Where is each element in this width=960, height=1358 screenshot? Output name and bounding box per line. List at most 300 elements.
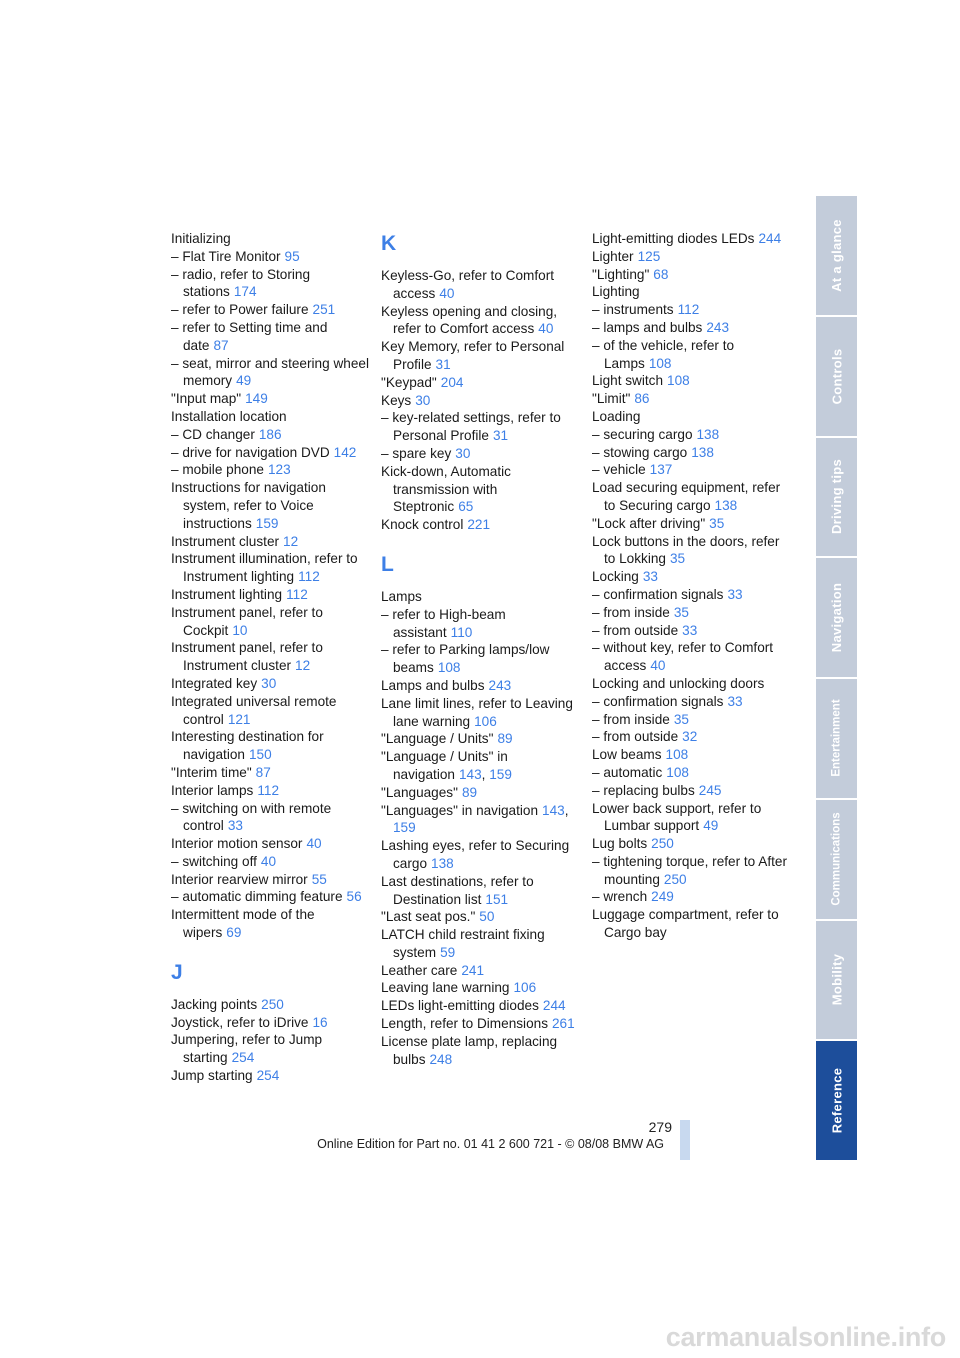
page-reference-link[interactable]: 174 — [233, 284, 257, 300]
index-entry-text: – automatic dimming feature — [171, 889, 343, 905]
index-entry — [592, 515, 792, 533]
index-entry-text: Instructions for navigation system, refer to Voice instructions — [171, 480, 326, 531]
index-entry-text: LEDs light-emitting diodes — [381, 998, 539, 1014]
index-entry-text: Length, refer to Dimensions — [381, 1016, 548, 1032]
page-reference-link[interactable]: 33 — [642, 569, 658, 585]
index-entry — [381, 267, 581, 303]
page-reference-link[interactable]: 55 — [311, 871, 327, 887]
page-reference-link[interactable]: 254 — [256, 1068, 280, 1084]
index-entry-text: Light switch — [592, 373, 664, 389]
index-entry-text: – tightening torque, refer to After mounting — [592, 853, 787, 887]
index-entry — [171, 996, 371, 1014]
index-entry-text: Lighting — [592, 284, 640, 300]
index-entry-text: "Keypad" — [381, 374, 437, 390]
index-entry-text: – instruments — [592, 302, 674, 318]
page-reference-link[interactable]: 56 — [346, 889, 362, 905]
page-reference-link[interactable]: 123 — [267, 462, 291, 478]
section-tab-at-a-glance[interactable] — [816, 196, 857, 315]
page-reference-link[interactable]: 35 — [709, 515, 725, 531]
page-reference-link[interactable]: 151 — [485, 891, 509, 907]
index-entry — [381, 979, 581, 997]
section-tab-entertainment[interactable] — [816, 679, 857, 798]
index-entry — [171, 550, 371, 586]
index-entry — [171, 888, 371, 906]
page-reference-link[interactable]: 108 — [665, 747, 689, 763]
index-entry-text: – of the vehicle, refer to Lamps — [592, 337, 735, 371]
index-entry — [171, 639, 371, 675]
page-reference-link[interactable]: 241 — [461, 962, 485, 978]
footer-marker-bar — [680, 1120, 690, 1160]
index-entry-text: – vehicle — [592, 462, 646, 478]
index-entry — [171, 1067, 371, 1085]
index-entry — [381, 677, 581, 695]
index-entry — [592, 337, 792, 373]
page-reference-link[interactable]: 33 — [682, 622, 698, 638]
page-reference-link[interactable]: 35 — [673, 711, 689, 727]
index-entry-text: Key Memory, refer to Personal Profile — [381, 339, 565, 372]
index-entry — [592, 888, 792, 906]
section-tab-reference[interactable] — [816, 1041, 857, 1160]
section-tab-mobility[interactable] — [816, 921, 857, 1040]
index-entry — [171, 408, 371, 426]
index-entry — [171, 906, 371, 942]
index-entry-text: Locking and unlocking doors — [592, 675, 765, 691]
index-entry — [171, 301, 371, 319]
index-entry — [381, 516, 581, 534]
index-entry-text: – wrench — [592, 889, 648, 905]
page-reference-link[interactable]: 159 — [393, 820, 416, 836]
page-reference-link[interactable]: 31 — [435, 356, 451, 372]
index-entry — [592, 390, 792, 408]
index-entry — [381, 997, 581, 1015]
index-entry — [381, 588, 581, 606]
index-entry — [592, 906, 792, 942]
page-reference-link[interactable]: 243 — [488, 677, 512, 693]
index-entry — [592, 586, 792, 604]
index-entry — [171, 1031, 371, 1067]
page-reference-link[interactable]: 49 — [236, 373, 252, 389]
index-entry-text: Interesting destination for navigation — [171, 729, 324, 763]
index-entry — [381, 1033, 581, 1069]
section-tab-controls[interactable] — [816, 317, 857, 436]
page-reference-link[interactable]: 87 — [213, 337, 229, 353]
page-reference-link[interactable]: 108 — [437, 660, 461, 676]
index-entry — [381, 748, 581, 784]
index-entry-text: – refer to Setting time and date — [171, 319, 328, 353]
index-entry-text: Keyless-Go, refer to Comfort access — [381, 268, 554, 301]
index-entry — [381, 641, 581, 677]
index-entry-text: Locking — [592, 569, 639, 585]
page-reference-separator: , — [481, 766, 490, 782]
index-entry — [171, 764, 371, 782]
index-entry — [171, 230, 371, 248]
section-tab-label: Mobility — [829, 954, 845, 1006]
index-entry — [171, 675, 371, 693]
index-entry — [381, 303, 581, 339]
index-entry-text: Interior motion sensor — [171, 836, 303, 852]
index-entry-text: Joystick, refer to iDrive — [171, 1014, 309, 1030]
index-entry-text: Instrument lighting — [171, 586, 283, 602]
page-reference-link[interactable]: 249 — [651, 889, 674, 905]
index-entry — [381, 374, 581, 392]
index-entry — [171, 461, 371, 479]
page-reference-link[interactable]: 138 — [691, 444, 714, 460]
index-entry-text: Lane limit lines, refer to Leaving lane warning — [381, 695, 573, 729]
page-reference-link[interactable]: 10 — [232, 622, 248, 638]
index-entry-text: – automatic — [592, 764, 663, 780]
section-tab-label: Driving tips — [829, 459, 845, 535]
index-entry-text: – confirmation signals — [592, 586, 724, 602]
page-reference-separator: , — [564, 802, 569, 818]
index-entry — [381, 730, 581, 748]
index-entry — [592, 408, 792, 426]
page-reference-link[interactable]: 159 — [255, 515, 279, 531]
page-reference-link[interactable]: 86 — [634, 391, 650, 407]
page-reference-link[interactable]: 40 — [538, 321, 554, 337]
index-entry — [592, 568, 792, 586]
index-entry — [171, 853, 371, 871]
index-entry-text: Lighter — [592, 248, 634, 264]
page-reference-link[interactable]: 138 — [696, 426, 720, 442]
index-entry-text: Instrument illumination, refer to Instrument lighting — [171, 551, 358, 585]
index-entry — [592, 675, 792, 693]
index-entry — [592, 693, 792, 711]
page-reference-link[interactable]: 33 — [727, 693, 743, 709]
index-entry-text: Lug bolts — [592, 836, 648, 852]
index-entry-text: – refer to High-beam assistant — [381, 606, 506, 640]
index-entry-text: "Languages" in navigation — [381, 802, 539, 818]
index-entry-text: Light-emitting diodes LEDs — [592, 231, 755, 246]
page-reference-link[interactable]: 261 — [552, 1016, 575, 1032]
page-reference-link[interactable]: 35 — [673, 604, 689, 620]
page-reference-link[interactable]: 69 — [226, 925, 242, 941]
index-entry — [171, 871, 371, 889]
page-reference-link[interactable]: 33 — [227, 818, 243, 834]
index-entry-text: – lamps and bulbs — [592, 319, 703, 335]
page-reference-link[interactable]: 40 — [439, 285, 455, 301]
section-tab-label: Communications — [830, 812, 843, 906]
index-entry — [171, 782, 371, 800]
page-reference-link[interactable]: 250 — [663, 871, 687, 887]
page-reference-link[interactable]: 186 — [258, 426, 282, 442]
index-entry — [381, 409, 581, 445]
index-entry — [592, 853, 792, 889]
page-reference-link[interactable]: 89 — [461, 784, 478, 800]
index-entry-text: Jumpering, refer to Jump starting — [171, 1032, 323, 1066]
page-reference-link[interactable]: 40 — [260, 853, 277, 869]
page-reference-link[interactable]: 143 — [458, 766, 482, 782]
index-letter-heading: J — [171, 960, 183, 984]
page-reference-link[interactable]: 65 — [458, 499, 474, 515]
page-reference-link[interactable]: 138 — [714, 497, 738, 513]
index-entry-text: Jacking points — [171, 996, 258, 1012]
index-entry — [381, 606, 581, 642]
section-tab-label: Reference — [829, 1067, 845, 1134]
page-reference-link[interactable]: 245 — [698, 782, 722, 798]
index-entry-text: Instrument panel, refer to Cockpit — [171, 604, 323, 638]
index-entry — [171, 355, 371, 391]
index-entry-text: – key-related settings, refer to Personal Profile — [381, 410, 561, 444]
section-tab-bar — [816, 196, 857, 1160]
index-entry — [592, 372, 792, 390]
index-entry-text: – Flat Tire Monitor — [171, 248, 281, 264]
index-entry-text: "Language / Units" in navigation — [381, 749, 508, 782]
page-reference-link[interactable]: 112 — [298, 569, 320, 585]
page-reference-link[interactable]: 87 — [255, 764, 271, 780]
index-entry — [381, 962, 581, 980]
page-reference-link[interactable]: 143 — [542, 802, 565, 818]
page-reference-link[interactable]: 149 — [245, 391, 268, 407]
index-entry — [171, 835, 371, 853]
index-entry-text: Luggage compartment, refer to Cargo bay — [592, 907, 779, 941]
page-reference-link[interactable]: 108 — [648, 355, 672, 371]
index-entry-text: Last destinations, refer to Destination list — [381, 873, 534, 907]
index-entry — [171, 693, 371, 729]
index-entry-text: Lamps — [381, 588, 422, 604]
page-reference-link[interactable]: 137 — [649, 462, 673, 478]
index-entry — [592, 800, 792, 836]
index-entry-text: – from outside — [592, 622, 679, 638]
index-entry-text: Installation location — [171, 408, 287, 424]
index-entry-text: – stowing cargo — [592, 444, 688, 460]
index-entry-text: Lower back support, refer to Lumbar support — [592, 800, 762, 834]
index-entry — [592, 604, 792, 622]
index-entry-text: "Lighting" — [592, 266, 650, 282]
index-entry — [592, 764, 792, 782]
section-tab-communications[interactable] — [816, 800, 857, 919]
index-entry — [171, 266, 371, 302]
index-column-3 — [592, 230, 792, 942]
index-entry — [381, 445, 581, 463]
index-entry — [592, 248, 792, 266]
index-column-2 — [381, 230, 581, 1068]
page-number: 279 — [648, 1119, 672, 1135]
section-tab-label: Navigation — [829, 582, 844, 653]
index-entry-text: – refer to Power failure — [171, 302, 309, 318]
index-entry — [381, 463, 581, 516]
page-reference-link[interactable]: 30 — [455, 445, 471, 461]
index-entry — [171, 444, 371, 462]
page-reference-link[interactable]: 30 — [261, 675, 277, 691]
index-entry — [381, 873, 581, 909]
index-letter-heading: K — [381, 232, 397, 255]
index-entry-text: Lamps and bulbs — [381, 677, 485, 693]
index-entry — [171, 319, 371, 355]
index-entry — [381, 1015, 581, 1033]
index-entry — [171, 426, 371, 444]
index-entry-text: Lashing eyes, refer to Securing cargo — [381, 838, 570, 871]
index-letter-heading: L — [381, 552, 394, 576]
index-entry-text: – refer to Parking lamps/low beams — [381, 642, 550, 676]
index-entry — [592, 533, 792, 569]
page-reference-link[interactable]: 95 — [284, 248, 300, 264]
index-entry — [171, 800, 371, 836]
index-entry-text: Leather care — [381, 962, 458, 978]
index-entry — [171, 1014, 371, 1032]
page-reference-link[interactable]: 250 — [651, 836, 674, 852]
index-entry — [592, 622, 792, 640]
page-reference-link[interactable]: 138 — [431, 855, 454, 871]
index-entry — [171, 479, 371, 532]
index-entry-text: Keys — [381, 392, 412, 408]
index-entry-text: – from inside — [592, 711, 670, 727]
index-entry — [592, 230, 792, 248]
index-entry-text: "Lock after driving" — [592, 515, 706, 531]
index-entry-text: Jump starting — [171, 1068, 253, 1084]
index-entry — [592, 782, 792, 800]
index-entry-text: Knock control — [381, 517, 464, 533]
index-entry — [592, 461, 792, 479]
index-entry-text: Instrument panel, refer to Instrument cluster — [171, 640, 323, 674]
page-reference-link[interactable]: 112 — [257, 782, 280, 798]
index-entry-text: "Limit" — [592, 391, 631, 407]
page-reference-link[interactable]: 40 — [650, 658, 666, 674]
page-reference-link[interactable]: 106 — [513, 980, 537, 996]
index-entry — [381, 926, 581, 962]
page-reference-link[interactable]: 68 — [653, 266, 669, 282]
page-reference-link[interactable]: 150 — [248, 747, 272, 763]
index-entry-text: – securing cargo — [592, 426, 693, 442]
page-reference-link[interactable]: 35 — [669, 551, 686, 567]
section-tab-driving-tips[interactable] — [816, 438, 857, 557]
page-reference-link[interactable]: 243 — [706, 319, 730, 335]
page-reference-link[interactable]: 251 — [312, 302, 336, 318]
watermark: carmanualsonline.info — [665, 1322, 946, 1352]
index-entry — [592, 711, 792, 729]
page-reference-link[interactable]: 244 — [542, 998, 566, 1014]
index-entry-text: Interior rearview mirror — [171, 871, 308, 887]
index-entry — [171, 586, 371, 604]
page-reference-link[interactable]: 125 — [637, 248, 661, 264]
index-entry — [592, 426, 792, 444]
index-entry-text: – spare key — [381, 445, 452, 461]
index-entry-text: – drive for navigation DVD — [171, 444, 330, 460]
page-reference-link[interactable]: 59 — [440, 944, 456, 960]
index-entry — [592, 479, 792, 515]
index-entry — [592, 283, 792, 301]
index-entry-text: – seat, mirror and steering wheel memory — [171, 355, 369, 389]
index-entry — [381, 695, 581, 731]
index-entry — [381, 784, 581, 802]
index-entry-text: – replacing bulbs — [592, 782, 695, 798]
index-entry-text: "Input map" — [171, 391, 242, 407]
index-entry-text: "Last seat pos." — [381, 909, 476, 925]
index-entry-text: – radio, refer to Storing stations — [171, 266, 311, 300]
page-reference-link[interactable]: 108 — [666, 764, 689, 780]
page-reference-link[interactable]: 112 — [677, 302, 700, 318]
index-entry-text: Interior lamps — [171, 782, 254, 798]
page-reference-link[interactable]: 12 — [283, 533, 299, 549]
page-reference-link[interactable]: 248 — [429, 1051, 453, 1067]
index-entry — [381, 908, 581, 926]
index-entry-text: – from outside — [592, 729, 679, 745]
page-reference-link[interactable]: 30 — [415, 392, 431, 408]
index-entry-text: Leaving lane warning — [381, 980, 510, 996]
index-entry-text: "Interim time" — [171, 764, 252, 780]
index-entry — [592, 728, 792, 746]
index-entry-text: "Language / Units" — [381, 731, 494, 747]
index-entry — [592, 266, 792, 284]
section-tab-label: Entertainment — [830, 699, 843, 778]
index-entry-text: Low beams — [592, 747, 662, 763]
page-reference-link[interactable]: 12 — [295, 658, 311, 674]
page-reference-link[interactable]: 112 — [286, 586, 308, 602]
index-column-1 — [171, 230, 371, 1085]
page-reference-link[interactable]: 221 — [467, 517, 491, 533]
index-entry — [171, 533, 371, 551]
page-reference-link[interactable]: 106 — [474, 713, 497, 729]
index-entry — [381, 338, 581, 374]
index-entry-text: Instrument cluster — [171, 533, 280, 549]
index-entry — [592, 835, 792, 853]
index-entry-text: Intermittent mode of the wipers — [171, 907, 315, 941]
index-entry-text: Initializing — [171, 231, 231, 246]
index-entry — [381, 392, 581, 410]
page-reference-link[interactable]: 49 — [703, 818, 719, 834]
index-entry — [171, 390, 371, 408]
page-reference-link[interactable]: 108 — [667, 373, 690, 389]
section-tab-label: Controls — [829, 348, 844, 405]
page-reference-link[interactable]: 254 — [231, 1050, 255, 1066]
index-entry — [171, 604, 371, 640]
index-entry-text: Keyless opening and closing, refer to Comfort access — [381, 303, 558, 337]
index-entry-text: Loading — [592, 408, 641, 424]
index-entry-text: – without key, refer to Comfort access — [592, 640, 774, 674]
index-entry-text: License plate lamp, replacing bulbs — [381, 1033, 558, 1067]
section-tab-navigation[interactable] — [816, 558, 857, 677]
index-entry — [381, 802, 581, 838]
page-reference-link[interactable]: 33 — [727, 586, 743, 602]
page-reference-link[interactable]: 31 — [492, 428, 509, 444]
page-reference-link[interactable]: 142 — [333, 444, 357, 460]
index-entry-text: – from inside — [592, 604, 670, 620]
index-entry-text: – switching off — [171, 853, 257, 869]
page-reference-link[interactable]: 50 — [479, 909, 495, 925]
index-entry — [381, 837, 581, 873]
index-entry-text: "Languages" — [381, 784, 458, 800]
index-entry — [171, 728, 371, 764]
index-entry-text: – confirmation signals — [592, 693, 724, 709]
page-reference-link[interactable]: 16 — [312, 1014, 328, 1030]
footer-edition-text: Online Edition for Part no. 01 41 2 600 721 - © 08/08 BMW AG — [317, 1137, 664, 1151]
index-entry-text: Integrated universal remote control — [171, 693, 337, 727]
page-reference-link[interactable]: 40 — [306, 836, 322, 852]
page-reference-link[interactable]: 159 — [489, 766, 512, 782]
index-entry — [592, 444, 792, 462]
page-reference-link[interactable]: 89 — [497, 731, 513, 747]
index-entry-text: – CD changer — [171, 426, 255, 442]
index-entry-text: – switching on with remote control — [171, 800, 332, 834]
index-entry-text: LATCH child restraint fixing system — [381, 927, 545, 960]
index-entry-text: Kick-down, Automatic transmission with Steptronic — [381, 463, 511, 515]
section-tab-label: At a glance — [829, 219, 844, 292]
page-reference-link[interactable]: 110 — [450, 624, 473, 640]
index-entry — [592, 319, 792, 337]
index-entry — [592, 301, 792, 319]
page-reference-link[interactable]: 121 — [227, 711, 251, 727]
index-entry-text: Load securing equipment, refer to Securing cargo — [592, 480, 781, 513]
page-reference-link[interactable]: 32 — [682, 729, 698, 745]
page-reference-link[interactable]: 244 — [758, 231, 782, 246]
page-reference-link[interactable]: 250 — [261, 996, 284, 1012]
index-entry — [171, 248, 371, 266]
index-entry-text: – mobile phone — [171, 462, 264, 478]
page-reference-link[interactable]: 204 — [440, 374, 464, 390]
index-entry-text: Lock buttons in the doors, refer to Lokking — [592, 533, 780, 567]
index-entry-text: Integrated key — [171, 675, 258, 691]
index-entry — [592, 639, 792, 675]
index-entry — [592, 746, 792, 764]
